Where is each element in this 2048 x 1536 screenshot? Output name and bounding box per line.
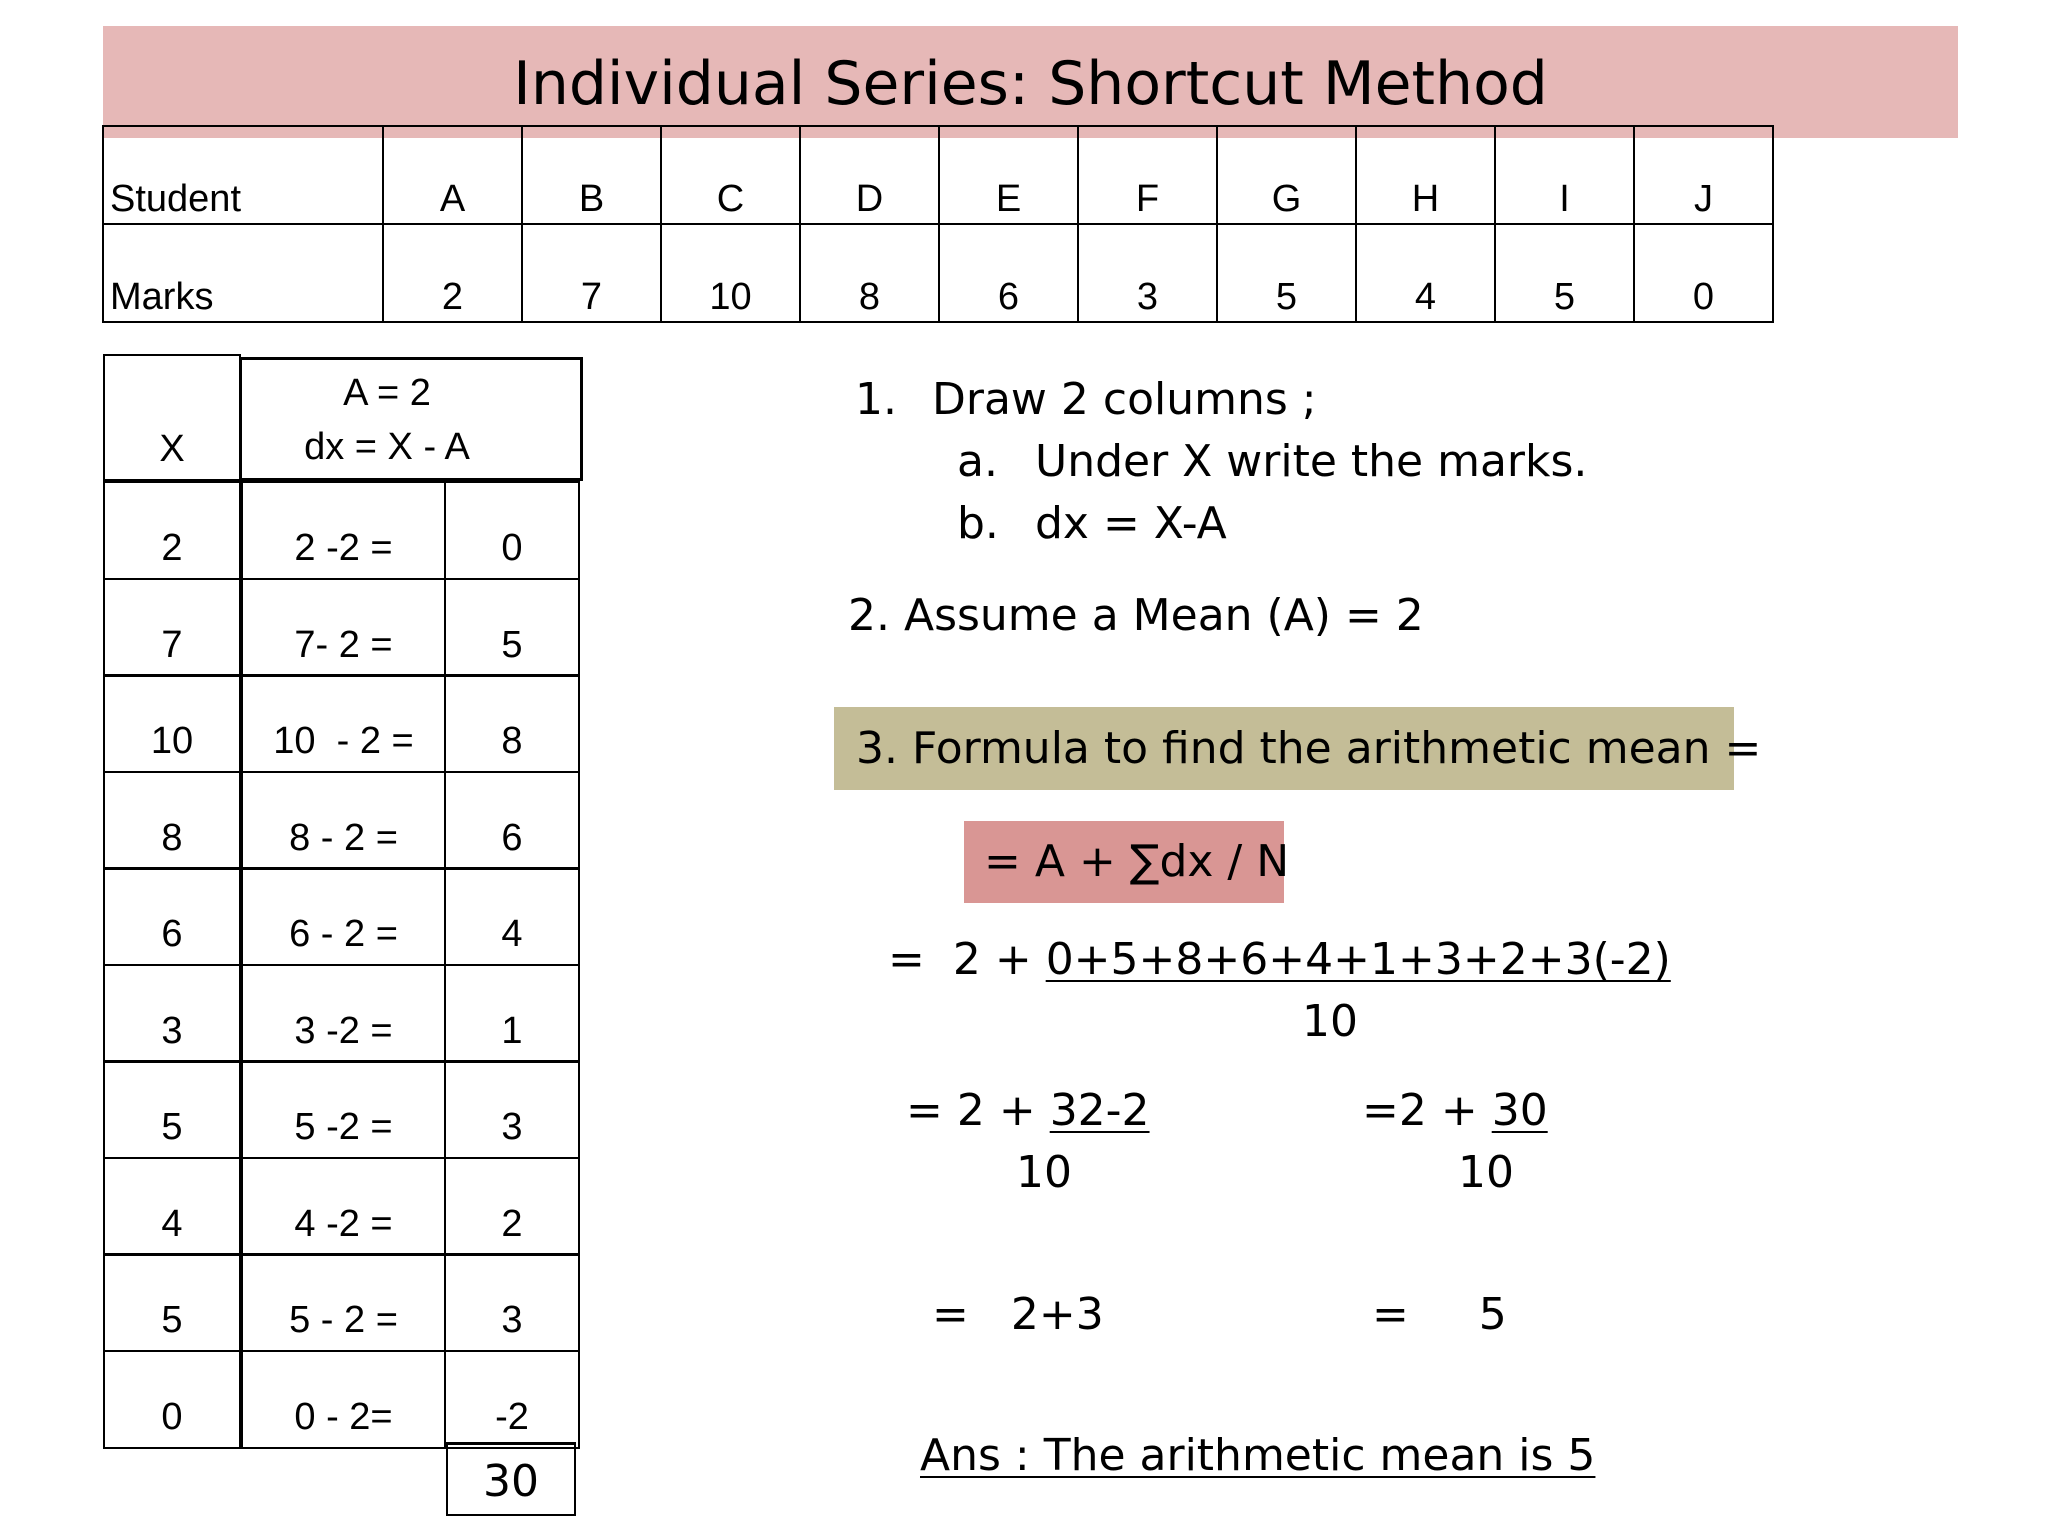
- x-value-cell: [103, 1350, 241, 1449]
- dx-column-header: [239, 357, 583, 481]
- student-cell: D: [800, 126, 939, 224]
- dx-value-cell: [444, 578, 580, 677]
- dx-calculation-cell: [241, 1060, 446, 1159]
- dx-calculation-cell: [241, 481, 446, 580]
- x-value-cell: [103, 578, 241, 677]
- dx-calculation: 10 - 2 =: [273, 720, 414, 762]
- working-line3a: = 2+3: [932, 1289, 1104, 1340]
- dx-value-cell: [444, 964, 580, 1063]
- dx-formula-label: dx = X - A: [304, 426, 470, 468]
- dx-value-cell: [444, 481, 580, 580]
- formula-box: [964, 821, 1290, 903]
- dx-value: 4: [501, 913, 523, 955]
- x-value: 8: [161, 817, 183, 859]
- x-value-cell: [103, 964, 241, 1063]
- step-2-text: 2. Assume a Mean (A) = 2: [848, 590, 1424, 641]
- dx-calculation: 0 - 2=: [294, 1396, 393, 1438]
- dx-calculation-cell: [241, 964, 446, 1063]
- page-title: Individual Series: Shortcut Method: [513, 49, 1548, 119]
- dx-value: -2: [495, 1396, 529, 1438]
- dx-value: 5: [501, 624, 523, 666]
- dx-value: 3: [501, 1106, 523, 1148]
- student-row: [103, 126, 1773, 224]
- dx-calculation-cell: [241, 867, 446, 966]
- x-value: 4: [161, 1203, 183, 1245]
- working-line2b: [1362, 1083, 1548, 1139]
- working-line2a-prefix: = 2 +: [906, 1085, 1050, 1136]
- dx-value: 0: [501, 527, 523, 569]
- working-line2b-prefix: =2 +: [1362, 1085, 1492, 1136]
- marks-cell: 10: [661, 224, 800, 322]
- student-cell: B: [522, 126, 661, 224]
- dx-calculation-cell: [241, 1157, 446, 1256]
- x-value: 6: [161, 913, 183, 955]
- dx-calculation-cell: [241, 771, 446, 870]
- x-value-cell: [103, 1060, 241, 1159]
- working-line1-numerator: 0+5+8+6+4+1+3+2+3(-2): [1045, 934, 1671, 985]
- marks-cell: 4: [1356, 224, 1495, 322]
- step-1-number: 1.: [855, 374, 897, 425]
- x-value-cell: [103, 867, 241, 966]
- student-cell: G: [1217, 126, 1356, 224]
- x-header-label: X: [159, 428, 185, 470]
- marks-row: [103, 224, 1773, 322]
- dx-calculation: 6 - 2 =: [289, 913, 398, 955]
- working-line1-denominator: 10: [1302, 996, 1358, 1047]
- x-value-cell: [103, 481, 241, 580]
- step-1a-text: Under X write the marks.: [1035, 436, 1588, 487]
- working-line3b: = 5: [1372, 1289, 1507, 1340]
- assumed-mean-label: A = 2: [343, 372, 431, 414]
- dx-value-cell: [444, 674, 580, 773]
- working-line2a-denominator: 10: [1016, 1147, 1072, 1198]
- x-value: 5: [161, 1106, 183, 1148]
- student-cell: F: [1078, 126, 1217, 224]
- x-column-header: [103, 354, 241, 481]
- dx-calculation-cell: [241, 1350, 446, 1449]
- student-cell: J: [1634, 126, 1773, 224]
- x-value: 7: [161, 624, 183, 666]
- working-line2b-denominator: 10: [1458, 1147, 1514, 1198]
- student-cell: C: [661, 126, 800, 224]
- step-1b-text: dx = X-A: [1035, 498, 1227, 549]
- x-value-cell: [103, 771, 241, 870]
- working-line2a-numerator: 32-2: [1049, 1085, 1150, 1136]
- student-cell: I: [1495, 126, 1634, 224]
- student-cell: A: [383, 126, 522, 224]
- student-marks-table: [102, 125, 1774, 323]
- dx-value: 8: [501, 720, 523, 762]
- dx-value: 3: [501, 1299, 523, 1341]
- working-line2b-numerator: 30: [1491, 1085, 1548, 1136]
- dx-value-cell: [444, 771, 580, 870]
- step-1-text: Draw 2 columns ;: [932, 374, 1317, 425]
- dx-value-cell: [444, 867, 580, 966]
- marks-cell: 3: [1078, 224, 1217, 322]
- dx-value: 1: [501, 1010, 523, 1052]
- working-line1-prefix: = 2 +: [888, 934, 1046, 985]
- x-value-cell: [103, 674, 241, 773]
- dx-calculation: 2 -2 =: [294, 527, 393, 569]
- x-value: 3: [161, 1010, 183, 1052]
- dx-value-cell: [444, 1350, 580, 1449]
- dx-calculation-cell: [241, 674, 446, 773]
- dx-total: 30: [483, 1456, 539, 1507]
- marks-cell: 7: [522, 224, 661, 322]
- x-value: 10: [150, 720, 194, 762]
- dx-value-cell: [444, 1157, 580, 1256]
- marks-cell: 6: [939, 224, 1078, 322]
- dx-value: 2: [501, 1203, 523, 1245]
- x-value: 5: [161, 1299, 183, 1341]
- marks-cell: 5: [1495, 224, 1634, 322]
- row-header-student: Student: [103, 126, 383, 224]
- x-value-cell: [103, 1253, 241, 1352]
- dx-value: 6: [501, 817, 523, 859]
- dx-calculation: 3 -2 =: [294, 1010, 393, 1052]
- dx-value-cell: [444, 1060, 580, 1159]
- marks-cell: 8: [800, 224, 939, 322]
- dx-calculation: 4 -2 =: [294, 1203, 393, 1245]
- working-line1: [888, 932, 1671, 988]
- student-cell: H: [1356, 126, 1495, 224]
- step-3-text: 3. Formula to find the arithmetic mean =: [856, 723, 1762, 774]
- dx-calculation: 5 -2 =: [294, 1106, 393, 1148]
- dx-calculation-cell: [241, 1253, 446, 1352]
- dx-calculation: 5 - 2 =: [289, 1299, 398, 1341]
- answer-text: Ans : The arithmetic mean is 5: [920, 1430, 1596, 1481]
- x-value-cell: [103, 1157, 241, 1256]
- dx-value-cell: [444, 1253, 580, 1352]
- marks-cell: 5: [1217, 224, 1356, 322]
- x-value: 2: [161, 527, 183, 569]
- dx-calculation: 8 - 2 =: [289, 817, 398, 859]
- dx-calculation-cell: [241, 578, 446, 677]
- dx-calculation: 7- 2 =: [294, 624, 393, 666]
- x-value: 0: [161, 1396, 183, 1438]
- step-1a-number: a.: [957, 436, 998, 487]
- formula-text: = A + ∑dx / N: [984, 836, 1290, 887]
- formula-label-box: [834, 707, 1762, 790]
- marks-cell: 0: [1634, 224, 1773, 322]
- row-header-marks: Marks: [103, 224, 383, 322]
- marks-cell: 2: [383, 224, 522, 322]
- working-line2a: [906, 1083, 1150, 1139]
- step-1b-number: b.: [957, 498, 999, 549]
- student-cell: E: [939, 126, 1078, 224]
- dx-total-cell: [446, 1442, 576, 1516]
